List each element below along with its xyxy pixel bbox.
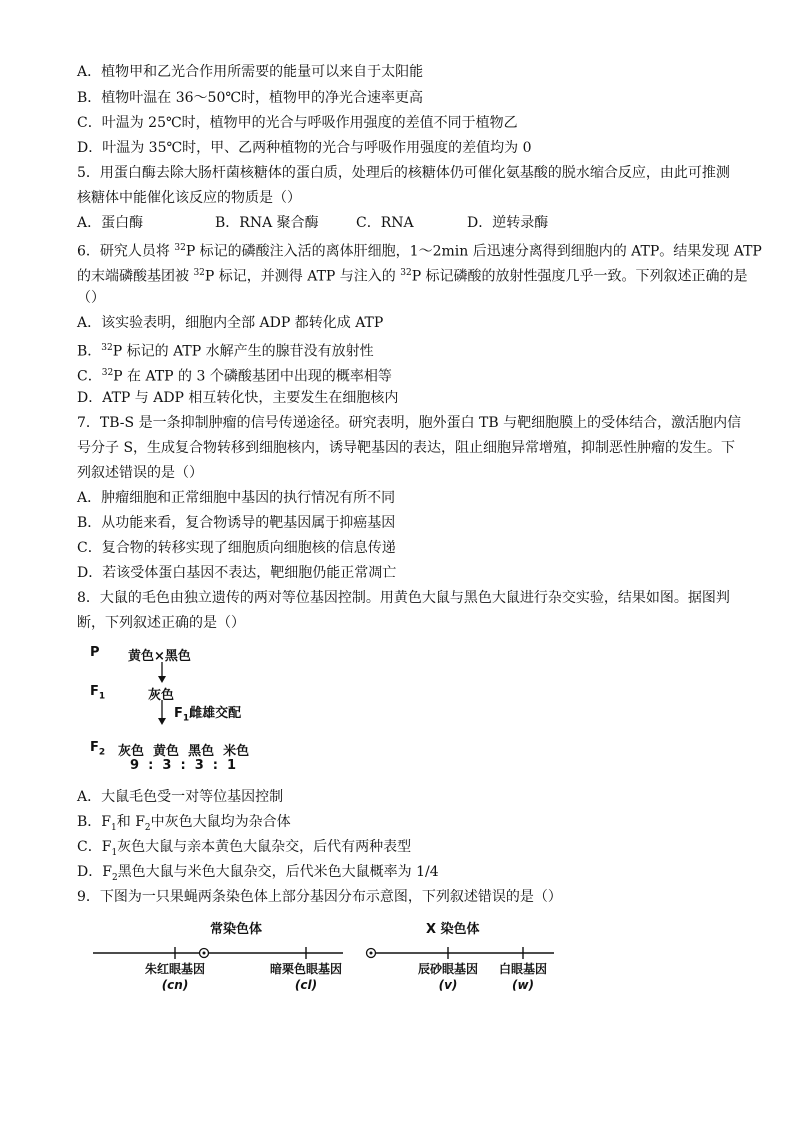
gene-name-cn: 朱红眼基因 <box>144 962 206 976</box>
q6-stem-line3: （） <box>77 290 105 306</box>
q6-option-d: D．ATP 与 ADP 相互转化快，主要发生在细胞核内 <box>77 390 399 406</box>
gene-symbol-w: (w) <box>511 978 535 992</box>
q6-stem-line1: 6．研究人员将 $^{32}$P 标记的磷酸注入活的离体肝细胞，1～2min 后迅速分离得到细胞内的 ATP。结果发现 ATP <box>77 243 762 260</box>
q7-stem-line2: 号分子 S，生成复合物转移到细胞核内，诱导靶基因的表达，阻止细胞异常增殖，抑制恶性肿瘤的发生。下 <box>77 440 736 456</box>
arrow-f1-to-f2 <box>156 700 168 726</box>
p-label: P <box>90 645 100 660</box>
arrow-p-to-f1 <box>156 662 168 684</box>
f1-phenotype: 灰色 <box>148 688 175 703</box>
q7-option-b: B．从功能来看，复合物诱导的靶基因属于抑癌基因 <box>77 515 396 531</box>
q8-option-a: A．大鼠毛色受一对等位基因控制 <box>77 789 284 805</box>
q8-stem-line1: 8．大鼠的毛色由独立遗传的两对等位基因控制。用黄色大鼠与黑色大鼠进行杂交实验，结果如图。据图判 <box>77 590 730 606</box>
q4-option-c: C．叶温为 25℃时，植物甲的光合与呼吸作用强度的差值不同于植物乙 <box>77 115 518 131</box>
x-centromere-dot <box>370 952 373 955</box>
q5-option-b: B．RNA 聚合酶 <box>215 215 319 231</box>
q4-option-b: B．植物叶温在 36～50℃时，植物甲的净光合速率更高 <box>77 90 424 106</box>
q5-stem-line1: 5．用蛋白酶去除大肠杆菌核糖体的蛋白质，处理后的核糖体仍可催化氨基酸的脱水缩合反应，由此可推测 <box>77 165 730 181</box>
gene-name-v: 辰砂眼基因 <box>417 962 479 976</box>
q4-option-d: D．叶温为 35℃时，甲、乙两种植物的光合与呼吸作用强度的差值均为 0 <box>77 140 532 156</box>
gene-symbol-cn: (cn) <box>161 978 189 992</box>
q8-stem-line2: 断，下列叙述正确的是（） <box>77 615 245 631</box>
gene-name-cl: 暗栗色眼基因 <box>269 962 343 976</box>
q9-stem: 9．下图为一只果蝇两条染色体上部分基因分布示意图，下列叙述错误的是（） <box>77 889 562 905</box>
f2-label: $F_2$ <box>90 740 106 758</box>
gene-symbol-cl: (cl) <box>294 978 318 992</box>
q7-option-c: C．复合物的转移实现了细胞质向细胞核的信息传递 <box>77 540 396 556</box>
q4-option-a: A．植物甲和乙光合作用所需要的能量可以来自于太阳能 <box>77 64 424 80</box>
q7-option-a: A．肿瘤细胞和正常细胞中基因的执行情况有所不同 <box>77 490 396 506</box>
chromosome-diagram <box>0 915 794 1005</box>
q5-option-c: C．RNA <box>356 215 414 231</box>
q6-option-c: C．$^{32}$P 在 ATP 的 3 个磷酸基团中出现的概率相等 <box>77 368 392 385</box>
autosome-title: 常染色体 <box>210 922 263 937</box>
q5-stem-line2: 核糖体中能催化该反应的物质是（） <box>77 190 301 206</box>
q5-option-d: D．逆转录酶 <box>467 215 549 231</box>
gene-symbol-v: (v) <box>438 978 458 992</box>
x-chromosome-title: X 染色体 <box>426 922 480 937</box>
q7-stem-line1: 7．TB-S 是一条抑制肿瘤的信号传递途径。研究表明，胞外蛋白 TB 与靶细胞膜上的受体结合，激活胞内信 <box>77 415 742 431</box>
q8-option-b: B．$F_1$和 $F_2$中灰色大鼠均为杂合体 <box>77 814 291 833</box>
q6-option-a: A．该实验表明，细胞内全部 ADP 都转化成 ATP <box>77 315 384 331</box>
f2-ratio: 9 : 3 : 3 : 1 <box>130 758 237 773</box>
q7-option-d: D．若该受体蛋白基因不表达，靶细胞仍能正常凋亡 <box>77 565 397 581</box>
q6-option-b: B．$^{32}$P 标记的 ATP 水解产生的腺苷没有放射性 <box>77 343 374 360</box>
q8-option-d: D．$F_2$黑色大鼠与米色大鼠杂交，后代米色大鼠概率为 1/4 <box>77 864 439 883</box>
q8-option-c: C．$F_1$灰色大鼠与亲本黄色大鼠杂交，后代有两种表型 <box>77 839 412 858</box>
f1-label: $F_1$ <box>90 684 106 702</box>
q5-option-a: A．蛋白酶 <box>77 215 144 231</box>
p-cross: 黄色×黑色 <box>128 649 191 664</box>
q6-stem-line2: 的末端磷酸基团被 $^{32}$P 标记，并测得 ATP 与注入的 $^{32}$P 标记磷酸的放射性强度几乎一致。下列叙述正确的是 <box>77 268 748 285</box>
autosome-centromere-dot <box>203 952 206 955</box>
q7-stem-line3: 列叙述错误的是（） <box>77 465 203 481</box>
f2-phenotypes: 灰色 黄色 黑色 米色 <box>118 744 250 759</box>
q5-options <box>77 213 548 233</box>
f1-mating-label: $F_1$雌雄交配 <box>174 706 242 724</box>
gene-name-w: 白眼基因 <box>498 962 548 976</box>
